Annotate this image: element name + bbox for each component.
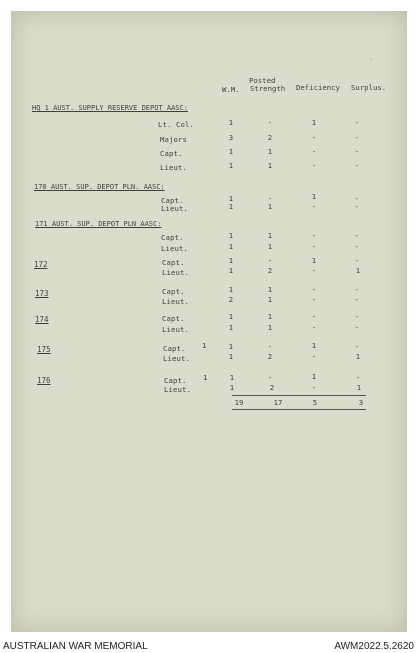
bleed-through-text: . . <box>129 37 142 45</box>
posted-value: - <box>267 373 273 382</box>
posted-value: 1 <box>267 147 273 156</box>
surplus-value: - <box>354 147 360 156</box>
extra-value: 1 <box>203 373 208 382</box>
depot-number: 176 <box>37 376 51 385</box>
posted-value: 2 <box>267 133 273 142</box>
header-deficiency: Deficiency <box>296 83 340 92</box>
deficiency-value: - <box>311 242 317 251</box>
surplus-value: 1 <box>355 352 361 361</box>
wm-value: 2 <box>228 295 234 304</box>
posted-value: 1 <box>267 295 273 304</box>
wm-value: 1 <box>228 161 234 170</box>
depot-number: 172 <box>34 260 48 269</box>
rank-label: Majors <box>160 135 187 144</box>
wm-value: 1 <box>228 285 234 294</box>
posted-value: 1 <box>267 323 273 332</box>
wm-value: 1 <box>228 256 234 265</box>
wm-value: 1 <box>228 202 234 211</box>
wm-value: 1 <box>228 231 234 240</box>
deficiency-value: - <box>311 352 317 361</box>
rank-label: Capt. <box>162 258 185 267</box>
header-posted: Posted <box>249 76 276 85</box>
wm-value: 1 <box>228 323 234 332</box>
totals-rule-top <box>232 395 366 396</box>
archive-footer <box>0 638 417 653</box>
depot-number: 175 <box>37 345 51 354</box>
footer-accession-number: AWM2022.5.2620 <box>334 641 414 652</box>
surplus-value: 1 <box>355 266 361 275</box>
surplus-value: - <box>354 161 360 170</box>
rank-label: Lieut. <box>162 268 189 277</box>
posted-value: 2 <box>267 266 273 275</box>
wm-value: 1 <box>228 118 234 127</box>
depot-number: 173 <box>35 289 49 298</box>
wm-value: 1 <box>228 342 234 351</box>
rank-label: Lieut. <box>162 297 189 306</box>
surplus-value: - <box>354 242 360 251</box>
deficiency-value: - <box>311 285 317 294</box>
posted-value: 1 <box>267 242 273 251</box>
total-deficiency: 5 <box>312 398 318 407</box>
rank-label: Lieut. <box>162 325 189 334</box>
surplus-value: - <box>354 256 360 265</box>
surplus-value: - <box>354 194 360 203</box>
deficiency-value: - <box>311 266 317 275</box>
surplus-value: - <box>354 133 360 142</box>
surplus-value: 1 <box>356 383 362 392</box>
wm-value: 1 <box>229 373 235 382</box>
totals-rule-bottom <box>232 409 366 410</box>
deficiency-value: - <box>311 383 317 392</box>
wm-value: 1 <box>228 312 234 321</box>
surplus-value: - <box>354 312 360 321</box>
posted-value: - <box>267 256 273 265</box>
surplus-value: - <box>354 323 360 332</box>
deficiency-value: - <box>311 312 317 321</box>
wm-value: 1 <box>228 352 234 361</box>
total-posted: 17 <box>273 398 283 407</box>
deficiency-value: - <box>311 295 317 304</box>
wm-value: 1 <box>228 242 234 251</box>
deficiency-value: - <box>311 323 317 332</box>
posted-value: 1 <box>267 312 273 321</box>
rank-label: Capt. <box>161 233 184 242</box>
deficiency-value: - <box>311 147 317 156</box>
total-surplus: 3 <box>358 398 364 407</box>
deficiency-value: 1 <box>311 192 317 201</box>
rank-label: Capt. <box>163 344 186 353</box>
posted-value: - <box>267 342 273 351</box>
deficiency-value: - <box>311 231 317 240</box>
wm-value: 1 <box>228 194 234 203</box>
rank-label: Capt. <box>164 376 187 385</box>
total-wm: 19 <box>234 398 244 407</box>
posted-value: 1 <box>267 231 273 240</box>
surplus-value: - <box>354 295 360 304</box>
rank-label: Capt. <box>160 149 183 158</box>
footer-institution: AUSTRALIAN WAR MEMORIAL <box>3 641 148 652</box>
extra-value: 1 <box>202 341 207 350</box>
rank-label: Capt. <box>162 314 185 323</box>
surplus-value: - <box>354 342 360 351</box>
surplus-value: - <box>354 202 360 211</box>
posted-value: - <box>267 118 273 127</box>
deficiency-value: 1 <box>311 372 317 381</box>
header-strength: Strength <box>250 84 286 93</box>
deficiency-value: 1 <box>311 341 317 350</box>
header-wm: W.M. <box>222 85 240 94</box>
surplus-value: - <box>354 118 360 127</box>
depot-number: 174 <box>35 315 49 324</box>
rank-label: Capt. <box>161 196 184 205</box>
deficiency-value: - <box>311 202 317 211</box>
rank-label: Lieut. <box>160 163 187 172</box>
surplus-value: - <box>355 373 361 382</box>
posted-value: 2 <box>269 383 275 392</box>
section-heading: 170 AUST. SUP. DEPOT PLN. AASC: <box>34 183 165 191</box>
deficiency-value: - <box>311 161 317 170</box>
deficiency-value: 1 <box>311 118 317 127</box>
header-surplus: Surplus. <box>351 83 387 92</box>
rank-label: Lieut. <box>161 244 188 253</box>
bleed-through-mark: ✦ <box>369 55 374 63</box>
posted-value: 1 <box>267 161 273 170</box>
rank-label: Capt. <box>162 287 185 296</box>
section-heading: 171 AUST. SUP. DEPOT PLN AASC: <box>35 220 162 228</box>
posted-value: - <box>267 194 273 203</box>
rank-label: Lieut. <box>164 385 191 394</box>
rank-label: Lieut. <box>163 354 190 363</box>
posted-value: 2 <box>267 352 273 361</box>
posted-value: 1 <box>267 202 273 211</box>
deficiency-value: - <box>311 133 317 142</box>
wm-value: 3 <box>228 133 234 142</box>
surplus-value: - <box>354 231 360 240</box>
rank-label: Lt. Col. <box>158 120 194 129</box>
wm-value: 1 <box>229 383 235 392</box>
wm-value: 1 <box>228 266 234 275</box>
wm-value: 1 <box>228 147 234 156</box>
surplus-value: - <box>354 285 360 294</box>
posted-value: 1 <box>267 285 273 294</box>
deficiency-value: 1 <box>311 256 317 265</box>
section-heading: HQ 1 AUST. SUPPLY RESERVE DEPOT AASC: <box>32 104 188 112</box>
rank-label: Lieut. <box>161 204 188 213</box>
